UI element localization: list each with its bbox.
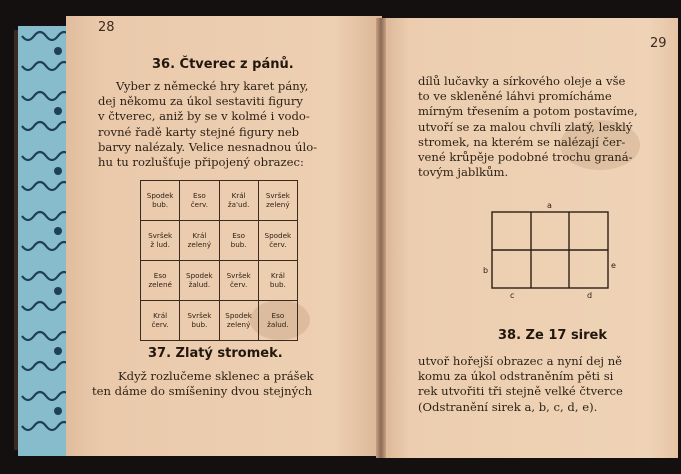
grid-cell [141,181,180,221]
text-line: komu za úkol odstraněním pěti si [418,369,614,384]
card-figure: Král [231,191,246,200]
text-line: Vyber z německé hry karet pány, [116,79,309,93]
card-figure: Svršek [226,271,251,280]
book-gutter [376,18,386,458]
card-figure: Svršek [187,311,212,320]
card-suit: bub. [230,239,247,249]
card-suit: žalud. [267,319,289,329]
text-line: utvoří se za malou chvíli zlatý, lesklý [418,119,633,134]
text-line: rek utvořiti tři stejně velké čtverce [418,384,623,399]
text-line: (Odstranění sirek a, b, c, d, e). [418,399,598,414]
label-d: d [587,291,593,300]
grid-cell [141,261,180,301]
card-suit: červ. [190,199,209,209]
card-figure: Spodek [225,311,252,320]
card-suit: červ. [151,319,169,329]
grid-cell [180,301,219,341]
grid-cell [180,181,219,221]
section-37-text [92,369,314,399]
text-line: barvy nalézaly. Velice nesnadnou úlo- [98,139,318,154]
grid-cell [219,181,258,221]
label-a: a [547,201,552,210]
card-figure: Eso [193,191,206,200]
card-suit: zelený [226,319,251,329]
grid-cell [141,301,180,341]
grid-cell [180,221,219,261]
card-figure: Eso [271,311,285,320]
card-figure: Král [153,311,168,320]
card-figure: Eso [153,271,167,280]
card-square-grid [140,180,298,341]
section-38-title: 38. Ze 17 sirek [498,328,608,343]
card-figure: Spodek [186,271,213,280]
card-figure: Spodek [146,191,174,200]
grid-cell [219,261,258,301]
text-line: v čtverec, aniž by se v kolmé i vodo- [98,109,310,124]
card-figure: Spodek [264,231,292,240]
text-line: hu tu rozlušťuje připojený obrazec: [98,155,304,170]
grid-cell [219,301,258,341]
page-number-right: 29 [650,36,667,51]
text-line: dílů lučavky a sírkového oleje a vše [418,74,626,88]
card-figure: Král [270,271,285,280]
grid-cell [141,221,180,261]
card-suit: bub. [191,319,208,329]
grid-cell [219,221,258,261]
text-line: stromek, na kterém se nalézají čer- [418,134,626,149]
cover-pattern [18,26,68,456]
label-c: c [510,291,515,300]
card-suit: žalud. [188,279,211,289]
text-line: to ve skleněné láhvi promícháme [418,89,612,104]
section-37-title: 37. Zlatý stromek. [148,346,283,361]
card-suit: bub. [152,199,169,209]
text-line: rovné řadě karty stejné figury neb [98,124,300,139]
card-suit: červ. [269,239,287,249]
grid-cell [258,221,297,261]
card-suit: ž lud. [150,239,170,249]
text-line: vené krůpěje podobné trochu graná- [418,150,633,165]
label-e: e [611,261,616,270]
section-36-text [98,79,317,170]
matchstick-diagram [480,200,620,300]
card-figure: Král [192,231,207,240]
card-suit: zelené [148,279,172,289]
card-figure: Svršek [148,231,173,240]
text-line: utvoř hořejší obrazec a nyní dej ně [418,354,623,368]
text-line: tovým jablkům. [418,165,509,180]
grid-cell [180,261,219,301]
section-36-title: 36. Čtverec z pánů. [152,57,294,72]
label-b: b [483,266,489,275]
grid-cell [258,261,297,301]
card-suit: červ. [229,279,248,289]
card-figure: Eso [232,231,245,240]
page-number-left: 28 [98,20,115,35]
text-line: Když rozlučeme sklenec a prášek [118,369,314,383]
grid-cell [258,181,297,221]
text-line: mírným třesením a potom postavíme, [418,104,638,119]
card-suit: zelený [187,239,212,249]
section-38-text [418,354,623,415]
card-suit: bub. [269,279,286,289]
card-suit: ža'ud. [227,199,250,209]
section-37-continuation [418,74,638,180]
text-line: ten dáme do smíšeniny dvou stejných [92,384,313,399]
card-figure: Svršek [265,191,290,200]
wave-pattern-icon [18,26,68,456]
matchstick-figure [480,200,620,300]
text-line: dej někomu za úkol sestaviti figury [98,94,303,109]
card-suit: zelený [266,199,290,209]
grid-cell [258,301,297,341]
